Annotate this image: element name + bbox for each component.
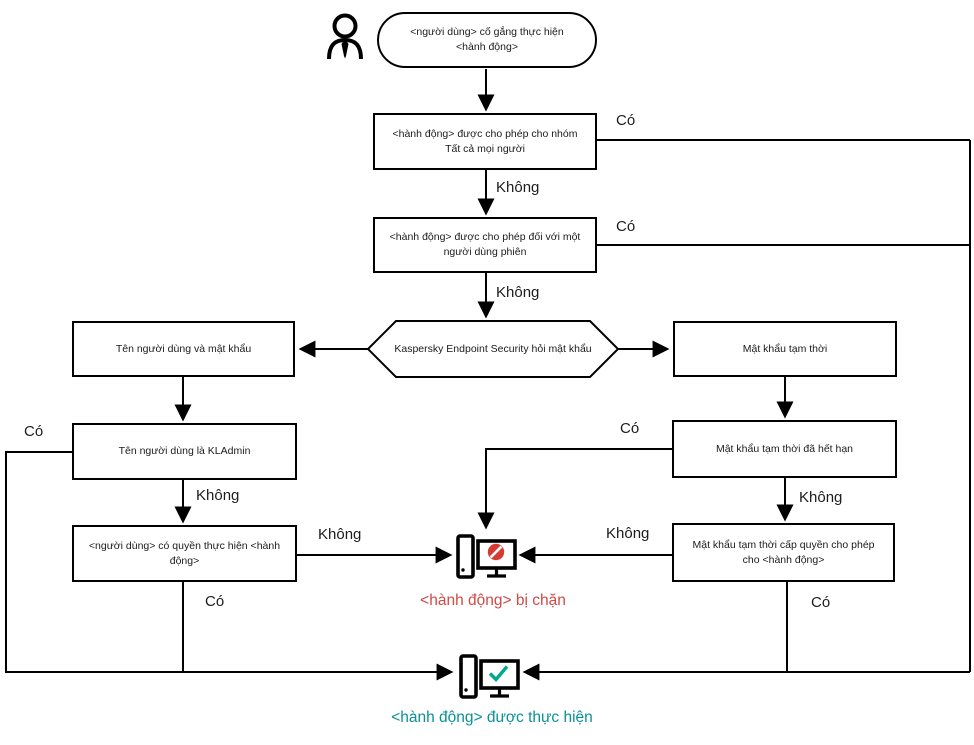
edge-label-no-6: Không: [606, 525, 650, 542]
edge-label-no-3: Không: [196, 487, 240, 504]
node-allowed-everyone: <hành động> được cho phép cho nhóm Tất cả mọi người: [373, 113, 597, 170]
edge-label-yes-1: Có: [616, 112, 636, 129]
node-start: <người dùng> cố gắng thực hiện <hành động>: [377, 12, 597, 68]
edge-label-yes-2: Có: [616, 218, 636, 235]
node-temp-password: Mật khẩu tạm thời: [673, 321, 897, 377]
edge-label-yes-6: Có: [811, 594, 831, 611]
node-allowed-session: <hành động> được cho phép đối với một người dùng phiên: [373, 217, 597, 273]
edge-label-no-1: Không: [496, 179, 540, 196]
person-icon: [329, 16, 361, 60]
edge-label-no-5: Không: [799, 489, 843, 506]
node-kladmin: Tên người dùng là KLAdmin: [72, 423, 297, 480]
edge-label-yes-5: Có: [620, 420, 640, 437]
caption-action-blocked: <hành động> bị chặn: [420, 592, 566, 609]
node-username-password: Tên người dùng và mật khẩu: [72, 321, 295, 377]
node-user-has-permission: <người dùng> có quyền thực hiện <hành động>: [72, 525, 297, 582]
edge-label-no-4: Không: [318, 526, 362, 543]
node-ask-password: Kaspersky Endpoint Security hỏi mật khẩu: [394, 342, 592, 355]
computer-check-icon: [461, 656, 518, 697]
computer-blocked-icon: [458, 536, 515, 577]
edge-label-yes-4: Có: [205, 593, 225, 610]
edge-label-yes-3: Có: [24, 423, 44, 440]
node-temp-grants: Mật khẩu tạm thời cấp quyền cho phép cho <hành động>: [672, 523, 895, 582]
edge-label-no-2: Không: [496, 284, 540, 301]
node-temp-expired: Mật khẩu tạm thời đã hết hạn: [672, 420, 897, 478]
caption-action-performed: <hành động> được thực hiện: [391, 709, 593, 726]
